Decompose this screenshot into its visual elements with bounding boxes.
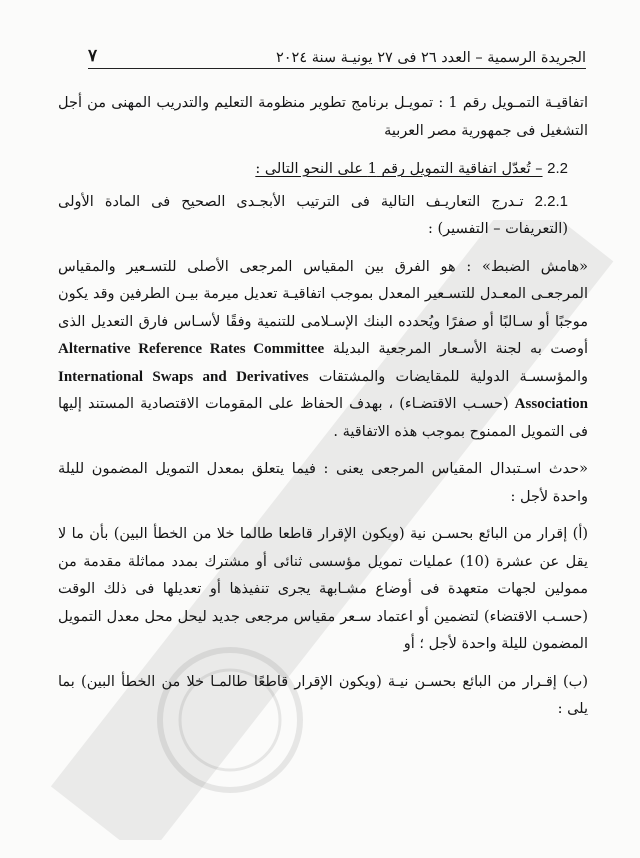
paragraph-financing-agreement: اتفاقيـة التمـويل رقم 1 : تمويـل برنامج تطوير منظومة التعليم والتدريب المهنى من أجل التشغيل فى جمهورية مصر العربية: [58, 95, 588, 139]
paragraph-clause-b: (ب) إقـرار من البائع بحسـن نيـة (ويكون الإقرار قاطعًا طالمـا خلا من الخطأ البين) بما يلى :: [58, 673, 588, 717]
paragraph-clause-a: (أ) إقرار من البائع بحسـن نية (ويكون الإقرار قاطعا طالما خلا من الخطأ البين) بأن ما لا يقل عن عشرة (10) عمليات تمويل مؤسسى ثنائى أو مشترك بمدد مماثلة مقدمة من ممولين لجهات متعهدة فى أوضاع مشـابهة يجرى تنفيذها أو تعديلها فى ذلك الوقت (حسـب الاقتضاء) لتضمين أو اعتماد سـعر مقياس مرجعى جديد ليحل محل معدل التمويل المضمون لليلة واحدة لأجل ؛ أو: [58, 526, 588, 652]
document-body: [58, 90, 588, 734]
section-heading: – تُعدّل اتفاقية التمويل رقم 1 على النحو التالى :: [255, 161, 543, 177]
page-number: ٧: [88, 46, 98, 66]
paragraph-adjustment-margin: «هامش الضبط» : هو الفرق بين المقياس المرجعى الأصلى للتسـعير والمقياس المرجعـى المعـدل للتسـعير المعدل بموجب اتفاقيـة تعديل ميرمة بيـن الطرفين وقد يكون موجبًا أو سـالبًا أو صفرًا ويُحدده البنك الإسـلامى للتنمية وفقًا لأسـاس فارق التعديل الذى أوصت به لجنة الأسـعار المرجعية البديلة Alternative Reference Rates Committee والمؤسسـة الدولية للمقايضات والمشتقات International Swaps and Derivatives Association (حسـب الاقتضـاء) ، بهدف الحفاظ على المقومات الاقتصادية المستند إليها فى التمويل الممنوح بموجب هذه الاتفاقية .: [58, 258, 589, 440]
paragraph-amendment: [58, 155, 588, 184]
section-number: 2.2: [547, 160, 568, 177]
section-number: 2.2.1: [534, 192, 568, 210]
paragraph-definitions: [58, 188, 588, 244]
paragraph-replacement-event: «حدث اسـتبدال المقياس المرجعى يعنى : فيما يتعلق بمعدل التمويل المضمون لليلة واحدة لأجل :: [58, 461, 588, 505]
english-term: Alternative Reference Rates Committee: [58, 341, 325, 357]
page-header: [88, 38, 586, 69]
english-term: International Swaps and Derivatives Association: [58, 368, 589, 412]
gazette-title: الجريدة الرسمية – العدد ٢٦ فى ٢٧ يونيـة سنة ٢٠٢٤: [275, 50, 586, 66]
section-text: تـدرج التعاريـف التالية فى الترتيب الأبجـدى الصحيح فى المادة الأولى (التعريفات – التفسير) :: [58, 193, 568, 237]
